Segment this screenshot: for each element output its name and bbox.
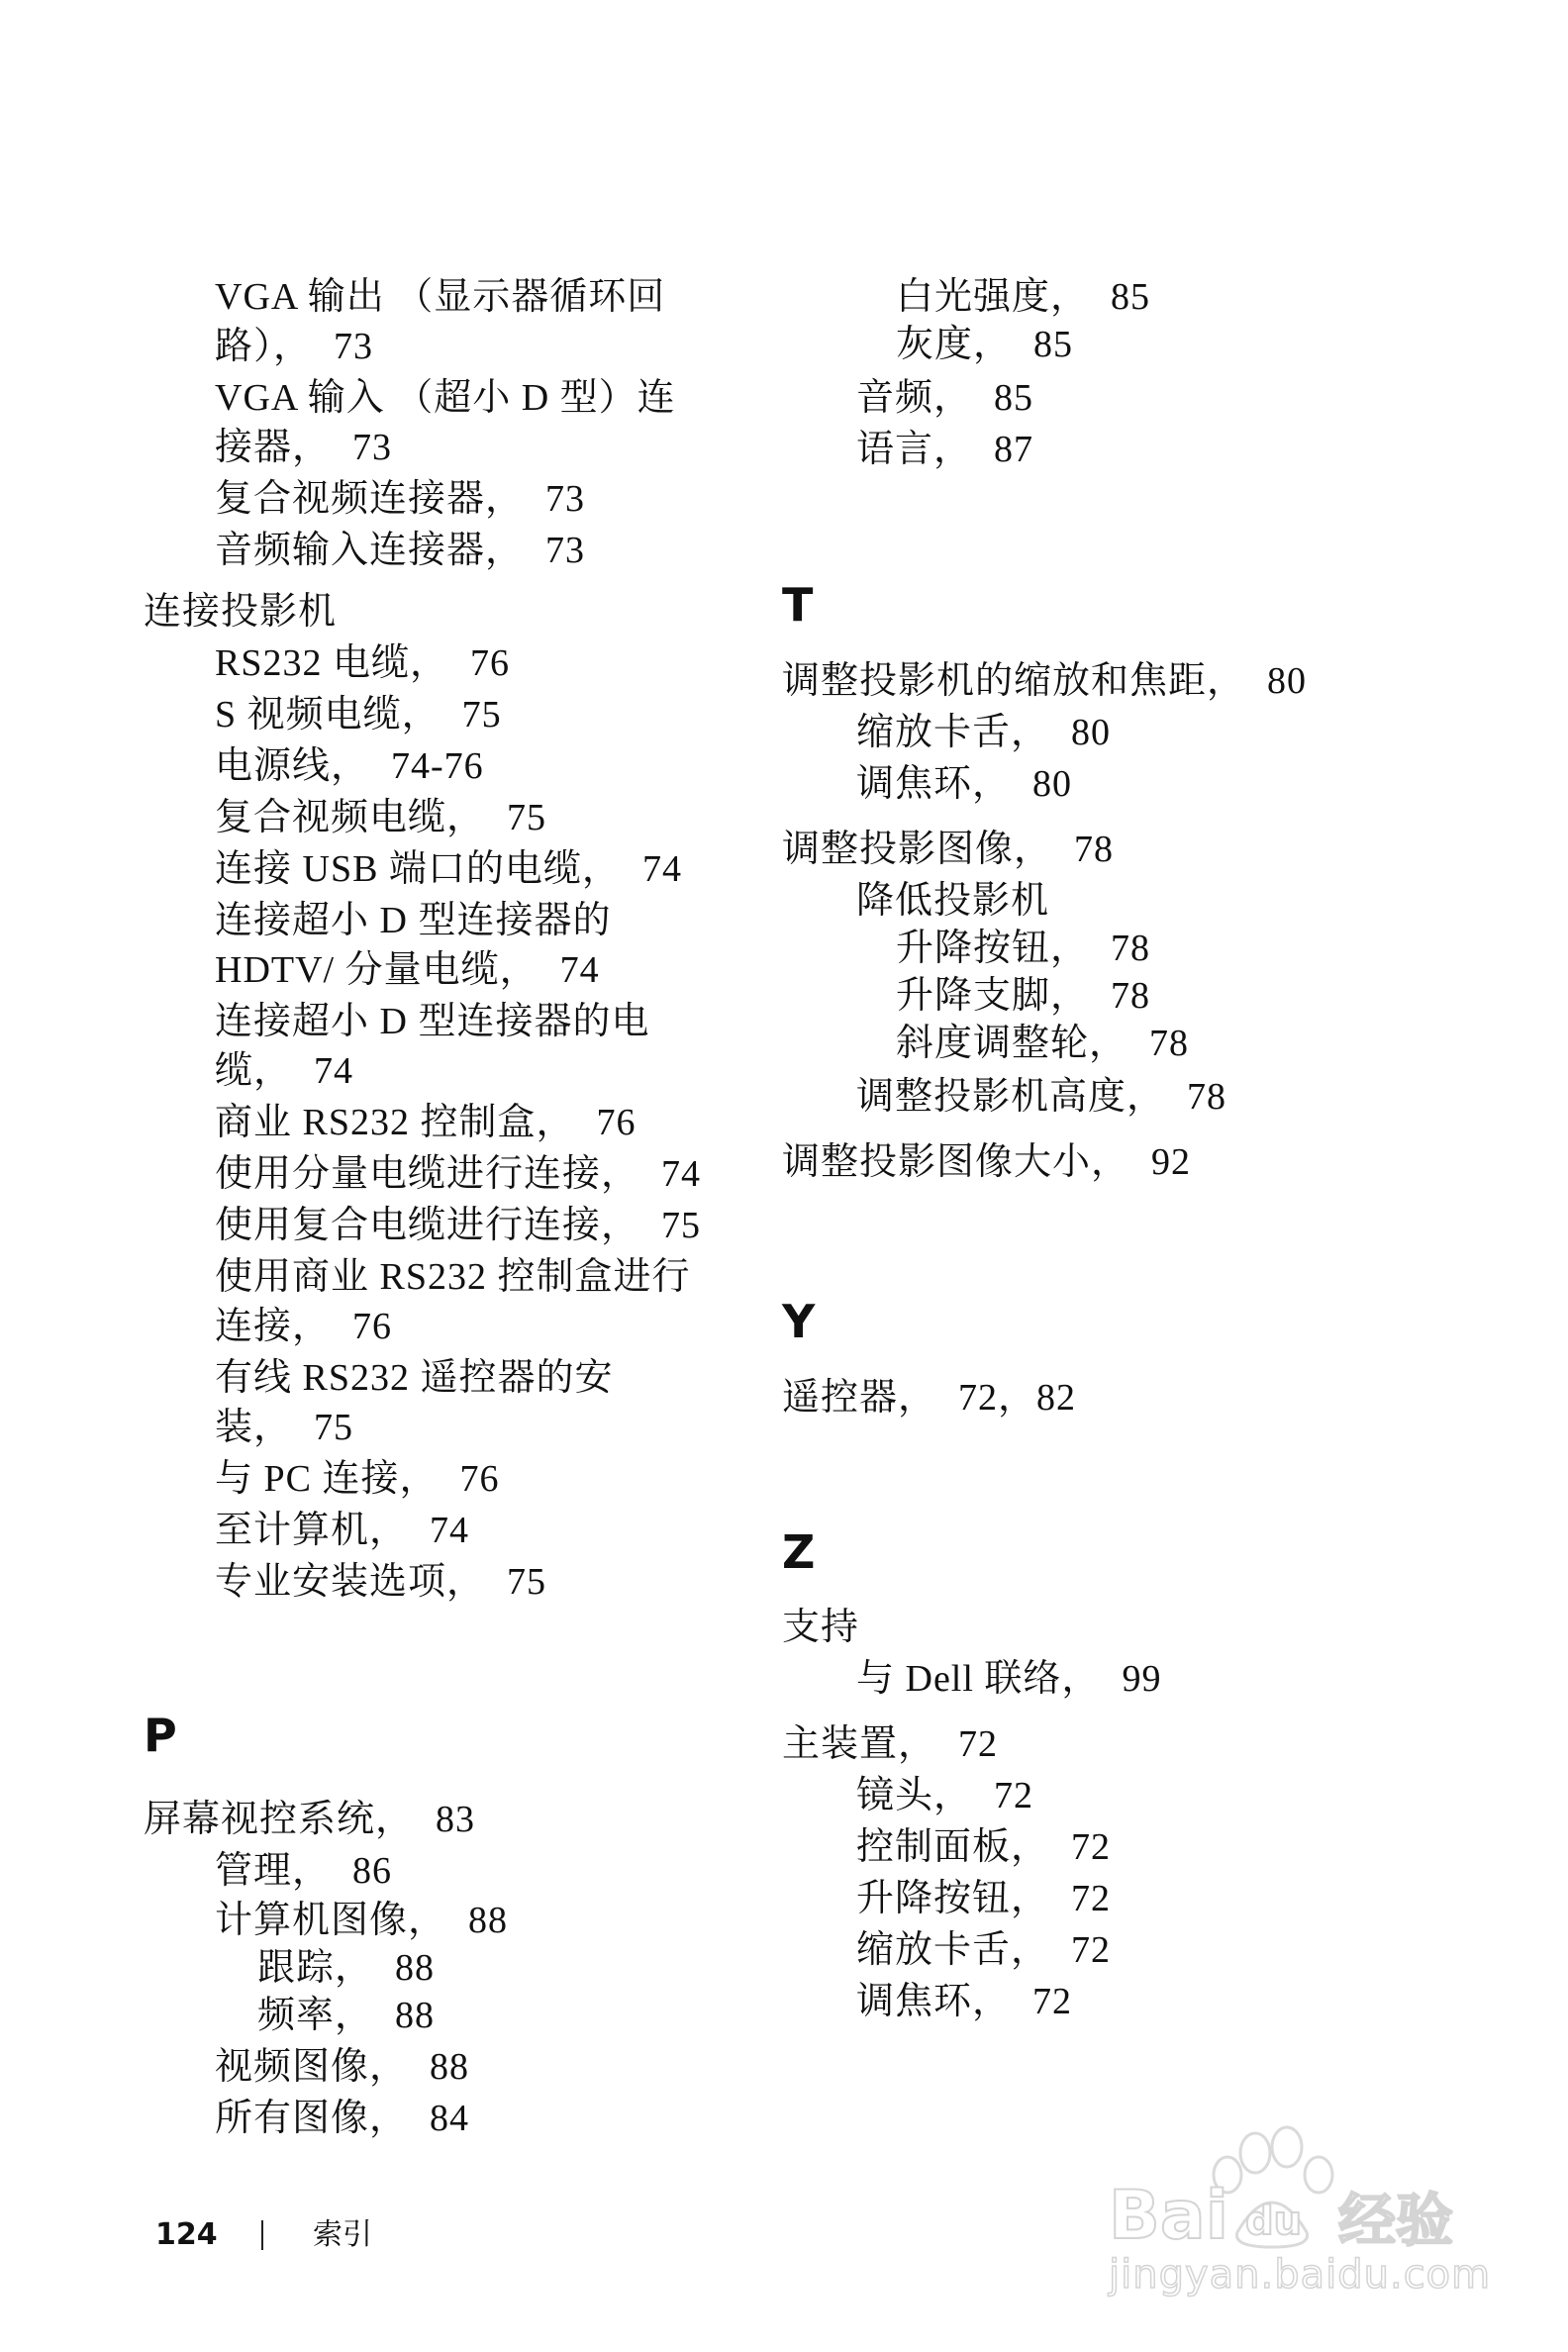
index-entry-sub: 升降按钮， 78 <box>896 928 1151 969</box>
page-ref[interactable]: 85 <box>1033 324 1074 365</box>
page-ref[interactable]: 75 <box>661 1205 702 1246</box>
page-ref[interactable]: 76 <box>352 1306 393 1347</box>
page-ref[interactable]: 78 <box>1111 928 1151 969</box>
index-entry: 电源线， 74-76 <box>215 745 484 787</box>
index-entry: 调焦环， 72 <box>856 1981 1073 2022</box>
index-entry: 调整投影机高度， 78 <box>856 1076 1227 1118</box>
index-entry: 路）， 73 <box>215 326 374 367</box>
index-entry: 使用分量电缆进行连接， 74 <box>215 1153 702 1195</box>
page-ref[interactable]: 75 <box>507 797 547 838</box>
section-letter-p: P <box>144 1709 177 1762</box>
index-entry: 控制面板， 72 <box>856 1826 1112 1868</box>
page-ref[interactable]: 72，82 <box>958 1377 1077 1419</box>
index-entry: 使用复合电缆进行连接， 75 <box>215 1205 702 1246</box>
index-entry: VGA 输入 （超小 D 型）连 <box>215 377 676 419</box>
index-entry-main: 调整投影图像大小， 92 <box>782 1141 1192 1183</box>
index-entry: 复合视频连接器， 73 <box>215 478 586 520</box>
index-entry-main: 屏幕视控系统， 83 <box>144 1799 476 1840</box>
footer-divider <box>261 2220 263 2250</box>
index-entry: 降低投影机 <box>856 880 1050 922</box>
page-ref[interactable]: 74-76 <box>391 745 484 787</box>
index-entry: 缩放卡舌， 72 <box>856 1929 1112 1971</box>
page-footer <box>155 2215 372 2255</box>
index-entry-main: 连接投影机 <box>144 591 338 633</box>
index-entry: HDTV/ 分量电缆， 74 <box>215 949 600 991</box>
page-ref[interactable]: 88 <box>430 2046 470 2088</box>
index-entry: 调焦环， 80 <box>856 763 1073 805</box>
index-entry-sub: 频率， 88 <box>257 1995 436 2036</box>
index-entry-sub: 白光强度， 85 <box>896 276 1151 318</box>
page-ref[interactable]: 78 <box>1074 829 1115 870</box>
page-ref[interactable]: 78 <box>1187 1076 1227 1118</box>
index-entry-sub: 斜度调整轮， 78 <box>896 1023 1190 1064</box>
page-ref[interactable]: 72 <box>1032 1981 1073 2022</box>
svg-text:du: du <box>1245 2199 1303 2244</box>
index-entry: RS232 电缆， 76 <box>215 642 510 684</box>
page-ref[interactable]: 75 <box>461 694 502 735</box>
page-ref[interactable]: 72 <box>994 1775 1034 1816</box>
page-ref[interactable]: 78 <box>1149 1023 1190 1064</box>
index-entry: 与 Dell 联络， 99 <box>856 1658 1162 1700</box>
index-entry-main: 主装置， 72 <box>782 1723 999 1765</box>
page-ref[interactable]: 72 <box>1071 1878 1112 1919</box>
index-entry-sub: 灰度， 85 <box>896 324 1074 365</box>
index-entry: 缩放卡舌， 80 <box>856 712 1112 753</box>
index-entry: 连接， 76 <box>215 1306 393 1347</box>
svg-text:经验: 经验 <box>1338 2187 1454 2254</box>
index-entry: 复合视频电缆， 75 <box>215 797 547 838</box>
index-entry: 管理， 86 <box>215 1850 393 1892</box>
index-entry: 音频， 85 <box>856 377 1034 419</box>
page-ref[interactable]: 72 <box>958 1723 999 1765</box>
page-ref[interactable]: 88 <box>468 1900 509 1941</box>
page-ref[interactable]: 74 <box>661 1153 702 1195</box>
page-ref[interactable]: 80 <box>1267 660 1308 702</box>
page-ref[interactable]: 80 <box>1071 712 1112 753</box>
index-entry-sub: 升降支脚， 78 <box>896 975 1151 1017</box>
page-ref[interactable]: 73 <box>334 326 374 367</box>
index-entry: 接器， 73 <box>215 427 393 468</box>
page-ref[interactable]: 75 <box>314 1407 354 1448</box>
index-entry: 视频图像， 88 <box>215 2046 470 2088</box>
index-entry: 镜头， 72 <box>856 1775 1034 1816</box>
index-entry: 使用商业 RS232 控制盒进行 <box>215 1256 691 1298</box>
page-ref[interactable]: 87 <box>994 429 1034 470</box>
section-letter-t: T <box>782 578 814 632</box>
page-ref[interactable]: 76 <box>596 1102 637 1143</box>
index-entry: 专业安装选项， 75 <box>215 1561 547 1603</box>
page-ref[interactable]: 80 <box>1032 763 1073 805</box>
section-title: 索引 <box>313 2217 372 2252</box>
baidu-watermark <box>1109 2113 1492 2302</box>
page-ref[interactable]: 72 <box>1071 1929 1112 1971</box>
index-entry: 所有图像， 84 <box>215 2098 470 2139</box>
index-entry: 至计算机， 74 <box>215 1510 470 1551</box>
section-letter-z: Z <box>782 1525 816 1579</box>
index-entry: 商业 RS232 控制盒， 76 <box>215 1102 637 1143</box>
page-ref[interactable]: 76 <box>459 1458 500 1500</box>
index-entry: S 视频电缆， 75 <box>215 694 502 735</box>
page-ref[interactable]: 76 <box>469 642 510 684</box>
page-ref[interactable]: 84 <box>430 2098 470 2139</box>
index-entry: 有线 RS232 遥控器的安 <box>215 1357 614 1399</box>
page-ref[interactable]: 78 <box>1111 975 1151 1017</box>
index-entry-main: 遥控器， 72，82 <box>782 1377 1077 1419</box>
svg-text:Bai: Bai <box>1109 2177 1229 2255</box>
page-ref[interactable]: 85 <box>1111 276 1151 318</box>
page-ref[interactable]: 74 <box>314 1050 354 1092</box>
page-ref[interactable]: 85 <box>994 377 1034 419</box>
index-entry: 与 PC 连接， 76 <box>215 1458 500 1500</box>
page-ref[interactable]: 92 <box>1151 1141 1192 1183</box>
page-ref[interactable]: 86 <box>352 1850 393 1892</box>
index-entry: 升降按钮， 72 <box>856 1878 1112 1919</box>
page-ref[interactable]: 73 <box>545 478 586 520</box>
page-number: 124 <box>155 2217 218 2252</box>
page-ref[interactable]: 73 <box>352 427 393 468</box>
page-ref[interactable]: 73 <box>545 530 586 571</box>
watermark-url: jingyan.baidu.com <box>1109 2252 1492 2298</box>
index-entry: 连接超小 D 型连接器的电 <box>215 1001 650 1042</box>
index-entry: 连接超小 D 型连接器的 <box>215 900 612 941</box>
index-entry: 缆， 74 <box>215 1050 354 1092</box>
index-entry: VGA 输出 （显示器循环回 <box>215 276 666 318</box>
index-entry-main: 支持 <box>782 1607 860 1648</box>
index-entry: 装， 75 <box>215 1407 354 1448</box>
index-entry-main: 调整投影图像， 78 <box>782 829 1115 870</box>
page-ref[interactable]: 83 <box>436 1799 476 1840</box>
page-ref[interactable]: 88 <box>395 1947 436 1989</box>
index-entry-main: 调整投影机的缩放和焦距， 80 <box>782 660 1308 702</box>
index-entry: 音频输入连接器， 73 <box>215 530 586 571</box>
index-entry-sub: 跟踪， 88 <box>257 1947 436 1989</box>
page-ref[interactable]: 88 <box>395 1995 436 2036</box>
section-letter-y: Y <box>782 1295 816 1348</box>
index-entry: 语言， 87 <box>856 429 1034 470</box>
page-ref[interactable]: 75 <box>507 1561 547 1603</box>
page-ref[interactable]: 74 <box>641 848 682 890</box>
page-ref[interactable]: 74 <box>430 1510 470 1551</box>
page-ref[interactable]: 99 <box>1122 1658 1162 1700</box>
index-entry: 计算机图像， 88 <box>215 1900 509 1941</box>
page-ref[interactable]: 72 <box>1071 1826 1112 1868</box>
page-ref[interactable]: 74 <box>559 949 600 991</box>
index-entry: 连接 USB 端口的电缆， 74 <box>215 848 682 890</box>
